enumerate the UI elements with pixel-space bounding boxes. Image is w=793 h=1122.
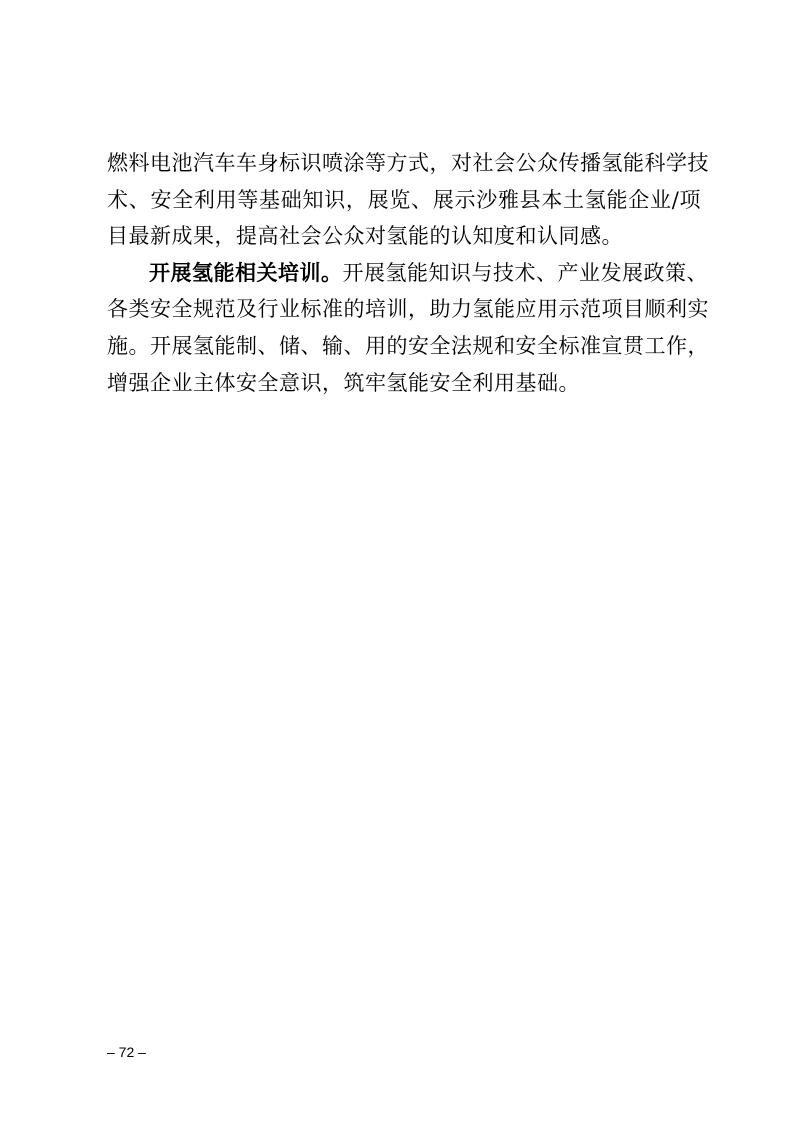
heading-line-text: 开展氢能知识与技术、产业发展政策、 bbox=[342, 260, 708, 285]
body-text bbox=[107, 145, 709, 401]
text-line: 目最新成果，提高社会公众对氢能的认知度和认同感。 bbox=[107, 224, 623, 249]
paragraph-public-outreach bbox=[107, 145, 709, 255]
paragraph-training bbox=[107, 255, 709, 401]
text-line: 各类安全规范及行业标准的培训，助力氢能应用示范项目顺利实 bbox=[107, 297, 709, 322]
page-number: – 72 – bbox=[107, 1044, 146, 1060]
text-line: 燃料电池汽车车身标识喷涂等方式，对社会公众传播氢能科学技 bbox=[107, 151, 709, 175]
text-line: 术、安全利用等基础知识，展览、展示沙雅县本土氢能企业/项 bbox=[107, 187, 701, 212]
paragraph-heading: 开展氢能相关培训。 bbox=[149, 259, 343, 285]
text-line: 增强企业主体安全意识，筑牢氢能安全利用基础。 bbox=[107, 370, 580, 395]
text-line bbox=[107, 255, 708, 292]
text-line: 施。开展氢能制、储、输、用的安全法规和安全标准宣贯工作， bbox=[107, 333, 709, 358]
